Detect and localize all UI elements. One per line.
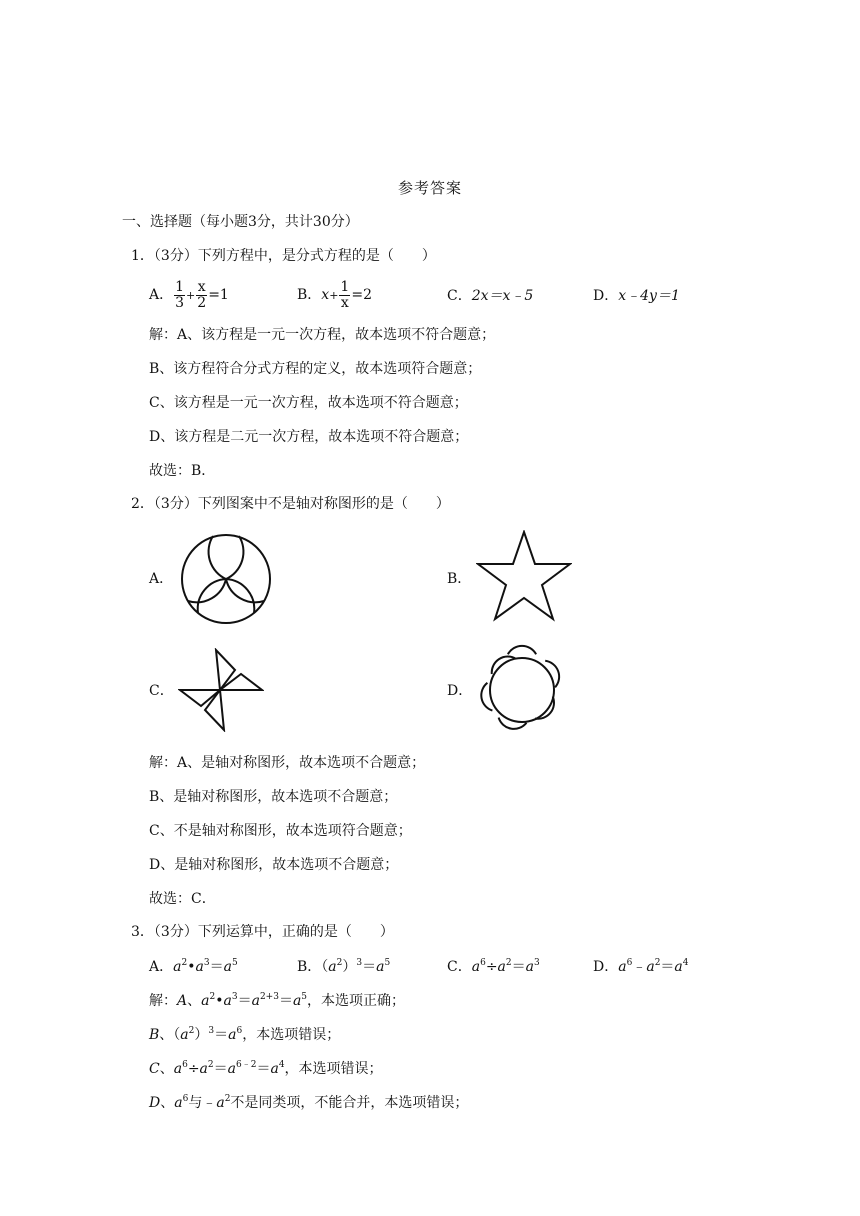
q1-a-frac2-num: x <box>197 278 206 295</box>
q1-option-d-label: D． <box>593 288 619 304</box>
q1-a-rhs: =1 <box>208 287 229 303</box>
q1-option-a <box>149 279 229 312</box>
q1-b-frac-num: 1 <box>340 278 350 295</box>
q1-a-plus: + <box>186 289 196 302</box>
q3-sol3-suffix: ，本选项错误； <box>284 1061 383 1077</box>
q1-option-d <box>593 287 680 305</box>
q1-option-b <box>297 279 372 312</box>
q3-sol4-suffix: 不是同类项，不能合并，本选项错误； <box>230 1095 469 1111</box>
q2-figure-b-star <box>476 530 572 622</box>
q1-a-frac1-den: 3 <box>175 294 185 311</box>
q1-b-rhs: =2 <box>351 287 372 303</box>
q3-option-a-label: A． <box>149 959 174 975</box>
q1-option-d-text: x﹣4y＝1 <box>618 288 680 304</box>
q1-b-plus: + <box>329 289 339 302</box>
q3-option-b-label: B． <box>297 959 322 975</box>
q1-stem: 1．（3分）下列方程中，是分式方程的是（ ） <box>131 248 436 264</box>
q3-option-c: C．$a^6\div a^2=a^3$ <box>447 958 540 975</box>
q1-option-a-label: A． <box>149 287 174 303</box>
q3-solution-line-4: D、$a^6$与$﹣a^2$不是同类项，不能合并，本选项错误； <box>149 1094 469 1111</box>
q1-solution-line-2: B、该方程符合分式方程的定义，故本选项符合题意； <box>149 361 482 377</box>
q1-solution-line-4: D、该方程是二元一次方程，故本选项不符合题意； <box>149 429 469 445</box>
q3-solution-line-3: C、$a^6\div a^2=a^{6﹣2}=a^4$，本选项错误； <box>149 1060 383 1077</box>
q2-solution-line-3: C、不是轴对称图形，故本选项符合题意； <box>149 823 412 839</box>
q1-option-c-label: C． <box>447 288 472 304</box>
q2-figure-d-flower <box>476 644 568 736</box>
q2-figure-c-pinwheel <box>178 648 264 732</box>
q1-solution-line-1: 解：A、该方程是一元一次方程，故本选项不符合题意； <box>149 327 496 343</box>
q3-solution-line-2: B、$(a^2)^3=a^6$，本选项错误； <box>149 1026 341 1043</box>
q1-option-a-fraction-1 <box>174 280 185 311</box>
q2-solution-line-2: B、是轴对称图形，故本选项不合题意； <box>149 789 398 805</box>
q3-stem: 3．（3分）下列运算中，正确的是（ ） <box>131 924 394 940</box>
q1-b-x: x <box>321 287 330 303</box>
q2-option-c-label: C． <box>149 683 174 699</box>
q2-option-a-label: A． <box>149 571 174 587</box>
q1-b-frac-den: x <box>340 294 349 311</box>
q3-sol4-mid: 与 <box>188 1095 203 1111</box>
q2-stem: 2．（3分）下列图案中不是轴对称图形的是（ ） <box>131 496 450 512</box>
q3-sol2-suffix: ，本选项错误； <box>242 1027 341 1043</box>
q2-answer: 故选：C． <box>149 891 216 907</box>
q2-solution-line-1: 解：A、是轴对称图形，故本选项不合题意； <box>149 755 426 771</box>
q2-option-d-label: D． <box>447 683 473 699</box>
q3-option-a: A．$a^2•a^3=a^5$ <box>149 958 238 975</box>
q1-answer: 故选：B． <box>149 463 216 479</box>
q3-solution-line-1: 解：A、$a^2•a^3=a^{2+3}=a^5$，本选项正确； <box>149 992 406 1009</box>
q1-a-frac2-den: 2 <box>197 294 207 311</box>
section-heading: 一、选择题（每小题3分，共计30分） <box>122 214 359 230</box>
q2-figure-a-circle-petals <box>178 531 274 627</box>
q3-option-d-label: D． <box>593 959 619 975</box>
q1-option-a-fraction-2 <box>196 280 207 311</box>
q3-option-c-label: C． <box>447 959 472 975</box>
q2-solution-line-4: D、是轴对称图形，故本选项不合题意； <box>149 857 399 873</box>
q2-option-b-label: B． <box>447 571 472 587</box>
q3-sol1-prefix: 解： <box>149 993 177 1009</box>
q1-option-b-fraction <box>339 280 350 311</box>
q1-option-b-label: B． <box>297 287 322 303</box>
q1-option-c-text: 2x＝x﹣5 <box>471 288 534 304</box>
page-title: 参考答案 <box>397 179 462 197</box>
q3-option-b: B．$(a^2)^3=a^5$ <box>297 958 391 975</box>
q3-option-d: D．$a^6﹣a^2=a^4$ <box>593 958 689 975</box>
q1-option-c <box>447 287 533 305</box>
q1-a-frac1-num: 1 <box>175 278 185 295</box>
q1-solution-line-3: C、该方程是一元一次方程，故本选项不符合题意； <box>149 395 468 411</box>
q3-sol1-suffix: ，本选项正确； <box>307 993 406 1009</box>
